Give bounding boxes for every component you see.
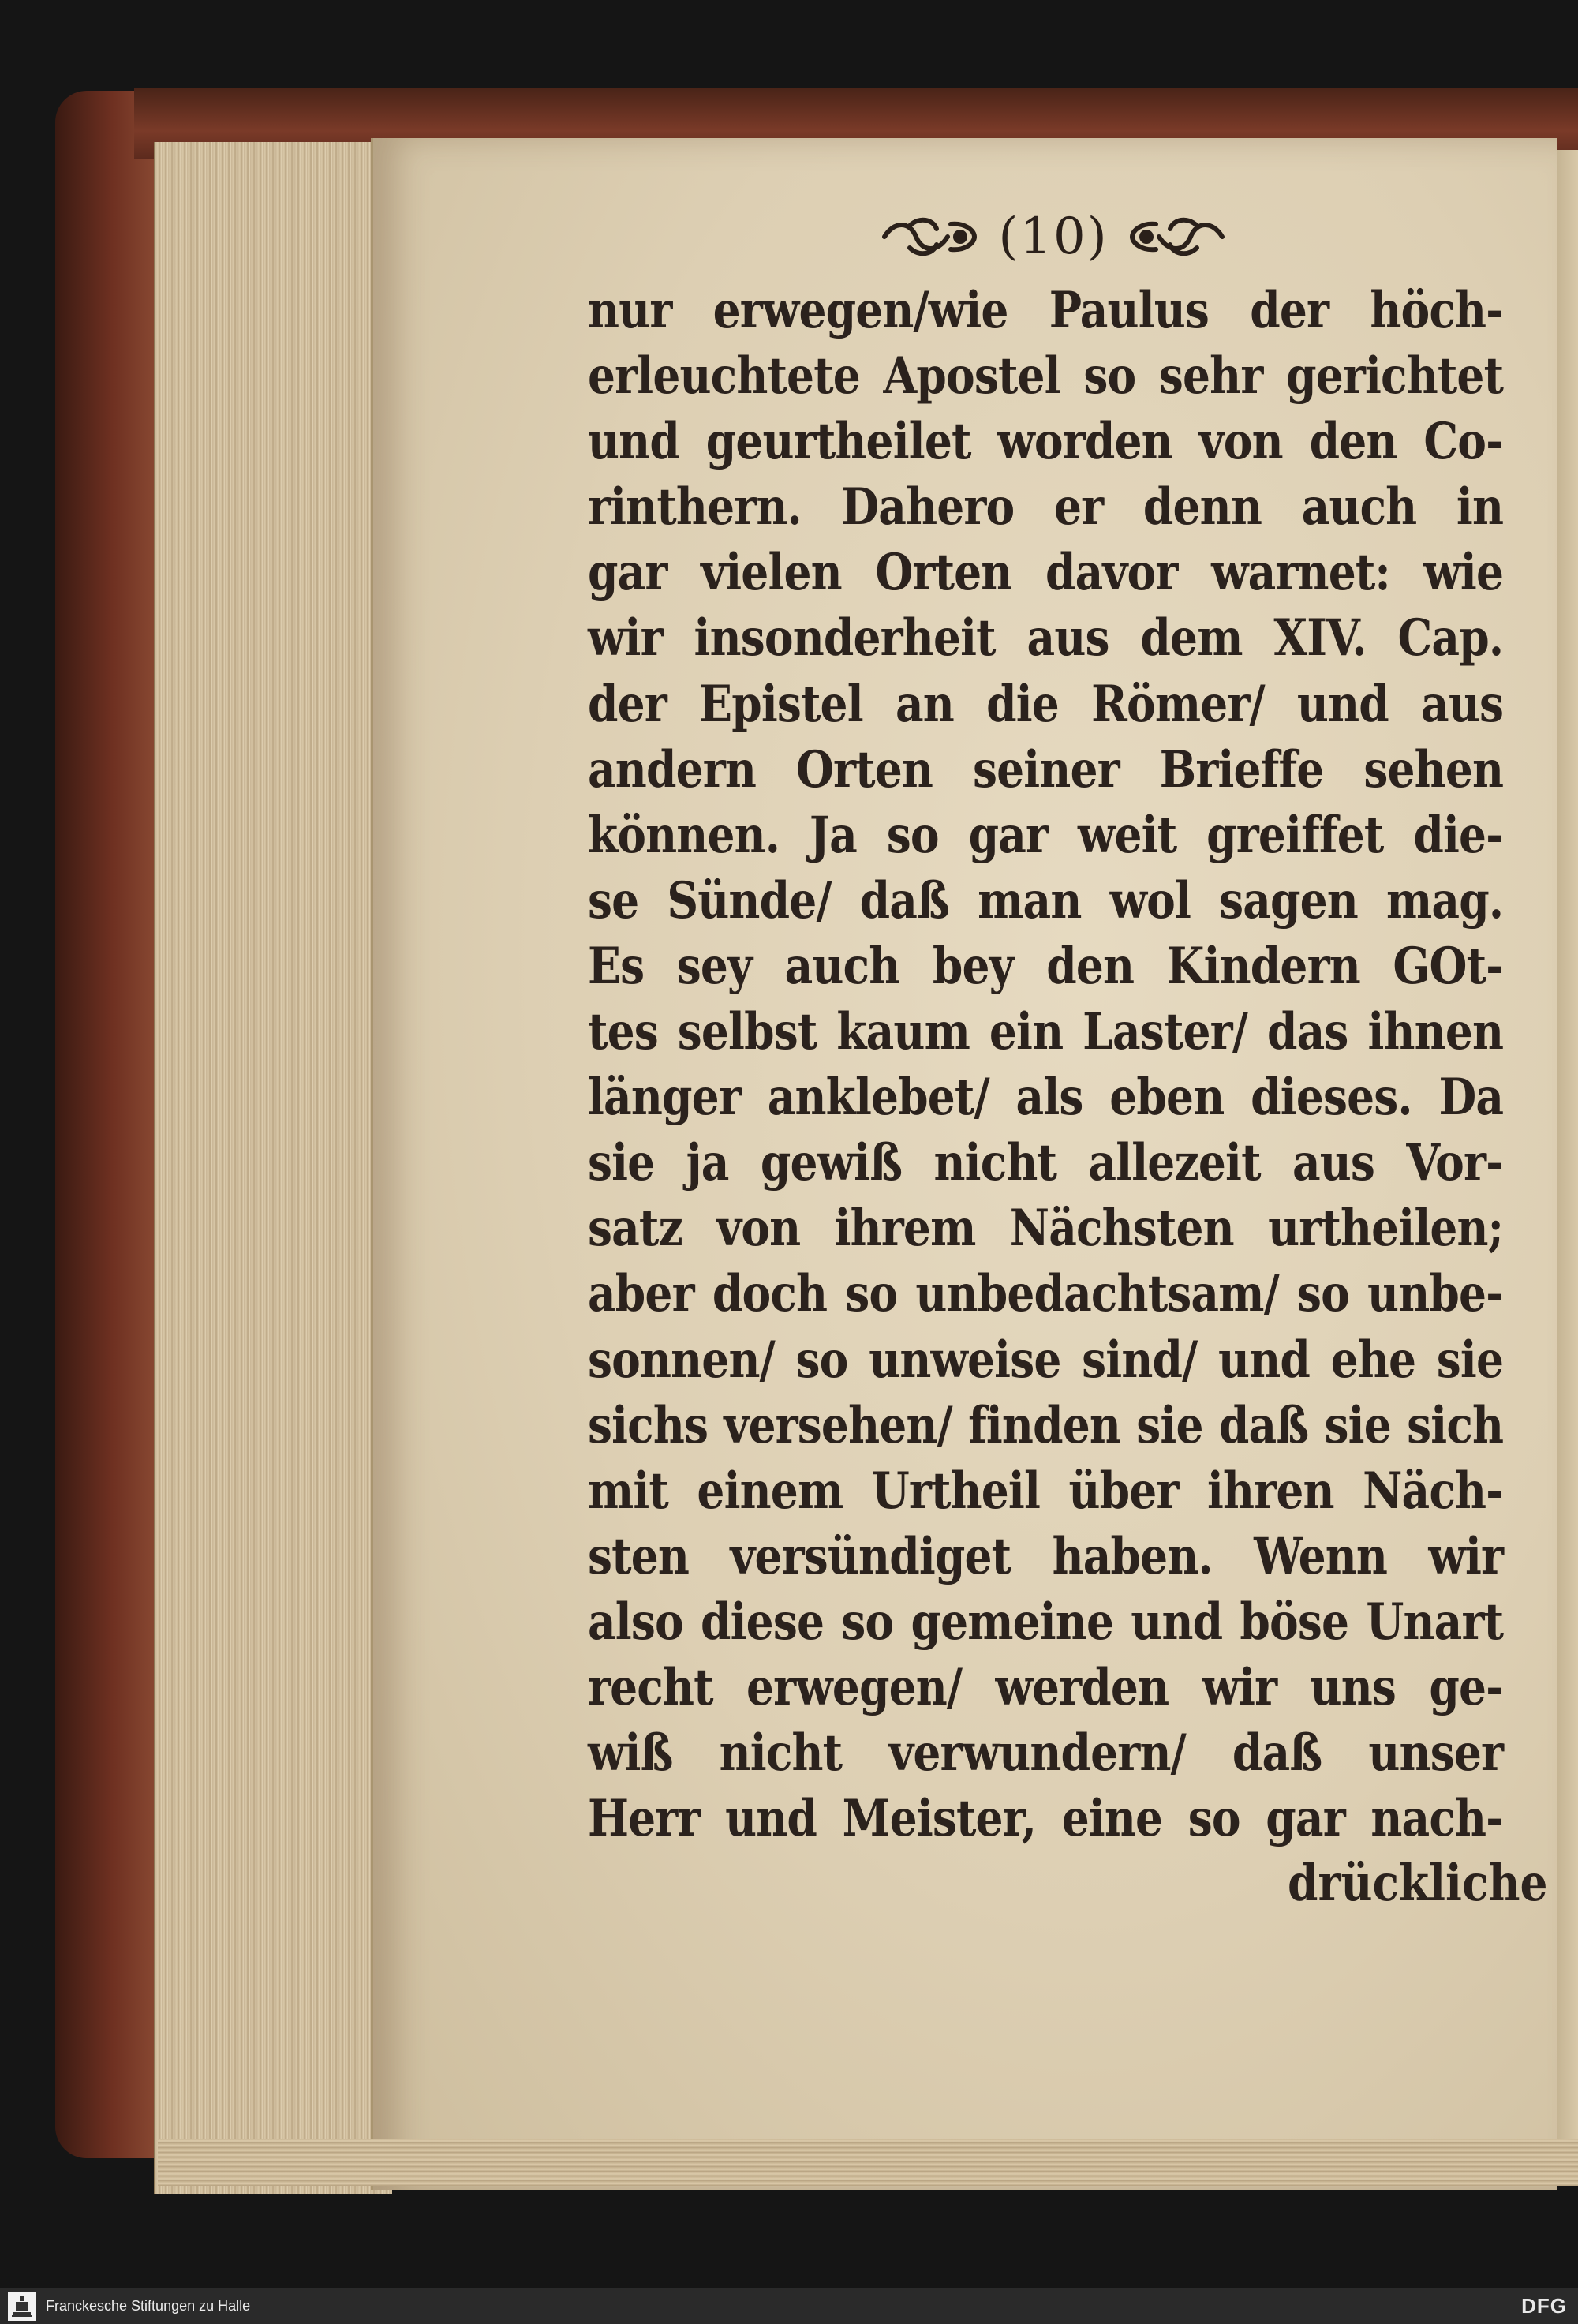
footer-bar: [0, 2288, 1578, 2324]
text-line: andern Orten seiner Brieffe sehen: [588, 739, 1504, 799]
text-line: Es sey auch bey den Kindern GOt-: [588, 936, 1504, 996]
catchword: drückliche: [1288, 1854, 1548, 1913]
body-text: [588, 278, 1503, 1851]
text-line: recht erwegen/ werden wir uns ge-: [588, 1657, 1504, 1717]
dfg-logo: DFG: [1521, 2294, 1567, 2318]
text-line: wir insonderheit aus dem XIV. Cap.: [588, 608, 1504, 668]
institution-name: Franckesche Stiftungen zu Halle: [46, 2298, 251, 2314]
footer-institution: [0, 2292, 250, 2321]
text-line: sonnen/ so unweise sind/ und ehe sie: [588, 1330, 1504, 1390]
text-line: se Sünde/ daß man wol sagen mag.: [588, 870, 1504, 930]
text-line: sie ja gewiß nicht allezeit aus Vor-: [588, 1133, 1504, 1193]
text-line: mit einem Urtheil über ihren Näch-: [588, 1461, 1504, 1521]
text-line: sichs versehen/ finden sie daß sie sich: [588, 1395, 1504, 1455]
text-line: und geurtheilet worden von den Co-: [588, 412, 1504, 472]
header-ornament-right-icon: [1126, 215, 1228, 259]
running-head: [880, 201, 1227, 272]
text-line: aber doch so unbedachtsam/ so unbe-: [588, 1264, 1504, 1324]
text-line: rinthern. Dahero er denn auch in: [588, 477, 1504, 537]
text-line: gar vielen Orten davor warnet: wie: [588, 543, 1504, 603]
text-line: tes selbst kaum ein Laster/ das ihnen: [588, 1002, 1504, 1062]
institution-logo-icon: [8, 2292, 36, 2321]
text-line: satz von ihrem Nächsten urtheilen;: [588, 1199, 1504, 1259]
text-line: nur erwegen/wie Paulus der höch-: [588, 281, 1504, 340]
page-edges: [154, 142, 392, 2194]
text-line: sten versündiget haben. Wenn wir: [588, 1526, 1504, 1586]
text-line: also diese so gemeine und böse Unart: [588, 1592, 1504, 1652]
text-line: wiß nicht verwundern/ daß unser: [588, 1723, 1504, 1783]
header-ornament-left-icon: [878, 215, 981, 259]
page-bottom-edge: [158, 2139, 1578, 2186]
text-line: Herr und Meister, eine so gar nach-: [588, 1789, 1504, 1849]
page-number: (10): [998, 208, 1109, 266]
text-line: der Epistel an die Römer/ und aus: [588, 674, 1504, 734]
text-line: können. Ja so gar weit greiffet die-: [588, 805, 1504, 865]
text-line: erleuchtete Apostel so sehr gerichtet: [588, 346, 1504, 406]
text-line: länger anklebet/ als eben dieses. Da: [588, 1068, 1504, 1128]
